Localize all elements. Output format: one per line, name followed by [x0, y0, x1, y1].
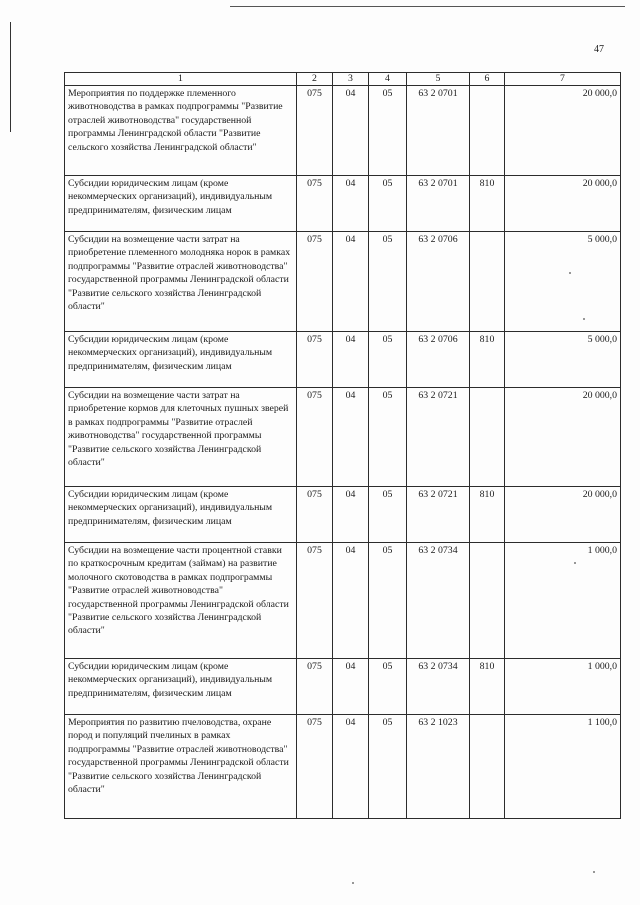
row-grbs: 075 [297, 86, 333, 176]
row-pr: 05 [369, 487, 407, 543]
row-vr: 810 [470, 332, 505, 388]
row-grbs: 075 [297, 543, 333, 659]
header-col-1: 1 [65, 73, 297, 86]
row-csr: 63 2 0706 [407, 332, 470, 388]
header-col-3: 3 [333, 73, 369, 86]
row-pr: 05 [369, 543, 407, 659]
row-grbs: 075 [297, 388, 333, 487]
budget-table [64, 72, 621, 819]
header-col-5: 5 [407, 73, 470, 86]
row-vr: 810 [470, 176, 505, 232]
row-name: Субсидии юридическим лицам (кроме некоммерческих организаций), индивидуальным предпринимателям, физическим лицам [65, 659, 297, 715]
table-row [65, 232, 621, 332]
row-rz: 04 [333, 388, 369, 487]
row-pr: 05 [369, 176, 407, 232]
row-pr: 05 [369, 86, 407, 176]
row-sum: 1 000,0 [505, 543, 621, 659]
row-name: Субсидии на возмещение части процентной ставки по краткосрочным кредитам (займам) на развитие молочного скотоводства в рамках подпрограммы "Развитие отраслей животноводства" государственной программы Ленинградской области "Развитие сельского хозяйства Ленинградской области" [65, 543, 297, 659]
header-col-6: 6 [470, 73, 505, 86]
header-row [65, 73, 621, 86]
scan-speck [593, 871, 595, 873]
row-vr [470, 388, 505, 487]
left-margin-mark [10, 22, 11, 132]
table-row [65, 715, 621, 819]
page-number: 47 [594, 44, 604, 55]
row-sum: 20 000,0 [505, 487, 621, 543]
row-csr: 63 2 0721 [407, 487, 470, 543]
row-grbs: 075 [297, 332, 333, 388]
header-col-2: 2 [297, 73, 333, 86]
row-csr: 63 2 1023 [407, 715, 470, 819]
row-name: Субсидии юридическим лицам (кроме некоммерческих организаций), индивидуальным предпринимателям, физическим лицам [65, 487, 297, 543]
row-grbs: 075 [297, 232, 333, 332]
row-grbs: 075 [297, 487, 333, 543]
table-row [65, 487, 621, 543]
table-row [65, 388, 621, 487]
row-rz: 04 [333, 487, 369, 543]
row-rz: 04 [333, 176, 369, 232]
table-row [65, 659, 621, 715]
row-grbs: 075 [297, 659, 333, 715]
row-rz: 04 [333, 659, 369, 715]
row-grbs: 075 [297, 176, 333, 232]
row-rz: 04 [333, 715, 369, 819]
table-row [65, 86, 621, 176]
row-csr: 63 2 0734 [407, 659, 470, 715]
row-csr: 63 2 0706 [407, 232, 470, 332]
table-row [65, 176, 621, 232]
row-sum: 5 000,0 [505, 332, 621, 388]
row-vr: 810 [470, 487, 505, 543]
row-sum: 1 100,0 [505, 715, 621, 819]
scan-speck [569, 272, 571, 274]
row-pr: 05 [369, 332, 407, 388]
row-name: Субсидии на возмещение части затрат на приобретение племенного молодняка норок в рамках подпрограммы "Развитие отраслей животноводства" государственной программы Ленинградской области "Развитие сельского хозяйства Ленинградской области" [65, 232, 297, 332]
scan-speck [352, 882, 354, 884]
row-rz: 04 [333, 86, 369, 176]
row-pr: 05 [369, 659, 407, 715]
table-row [65, 332, 621, 388]
row-csr: 63 2 0721 [407, 388, 470, 487]
scan-speck [574, 562, 576, 564]
top-scan-line [230, 6, 625, 7]
header-col-7: 7 [505, 73, 621, 86]
row-pr: 05 [369, 388, 407, 487]
row-vr [470, 543, 505, 659]
row-rz: 04 [333, 232, 369, 332]
row-name: Мероприятия по поддержке племенного животноводства в рамках подпрограммы "Развитие отраслей животноводства" государственной программы Ленинградской области "Развитие сельского хозяйства Ленинградской области" [65, 86, 297, 176]
row-name: Субсидии юридическим лицам (кроме некоммерческих организаций), индивидуальным предпринимателям, физическим лицам [65, 176, 297, 232]
header-col-4: 4 [369, 73, 407, 86]
row-vr [470, 232, 505, 332]
row-sum: 20 000,0 [505, 388, 621, 487]
row-pr: 05 [369, 715, 407, 819]
row-sum: 20 000,0 [505, 176, 621, 232]
row-vr: 810 [470, 659, 505, 715]
row-sum: 5 000,0 [505, 232, 621, 332]
row-csr: 63 2 0701 [407, 176, 470, 232]
row-vr [470, 715, 505, 819]
row-csr: 63 2 0734 [407, 543, 470, 659]
row-sum: 1 000,0 [505, 659, 621, 715]
row-name: Субсидии юридическим лицам (кроме некоммерческих организаций), индивидуальным предпринимателям, физическим лицам [65, 332, 297, 388]
table-row [65, 543, 621, 659]
row-pr: 05 [369, 232, 407, 332]
row-sum: 20 000,0 [505, 86, 621, 176]
scan-speck [583, 318, 585, 320]
row-rz: 04 [333, 332, 369, 388]
row-name: Субсидии на возмещение части затрат на приобретение кормов для клеточных пушных зверей в рамках подпрограммы "Развитие отраслей животноводства" государственной программы "Развитие сельского хозяйства Ленинградской области" [65, 388, 297, 487]
row-vr [470, 86, 505, 176]
row-name: Мероприятия по развитию пчеловодства, охране пород и популяций пчелиных в рамках подпрограммы "Развитие отраслей животноводства" государственной программы Ленинградской области "Развитие сельского хозяйства Ленинградской области" [65, 715, 297, 819]
row-csr: 63 2 0701 [407, 86, 470, 176]
row-grbs: 075 [297, 715, 333, 819]
row-rz: 04 [333, 543, 369, 659]
